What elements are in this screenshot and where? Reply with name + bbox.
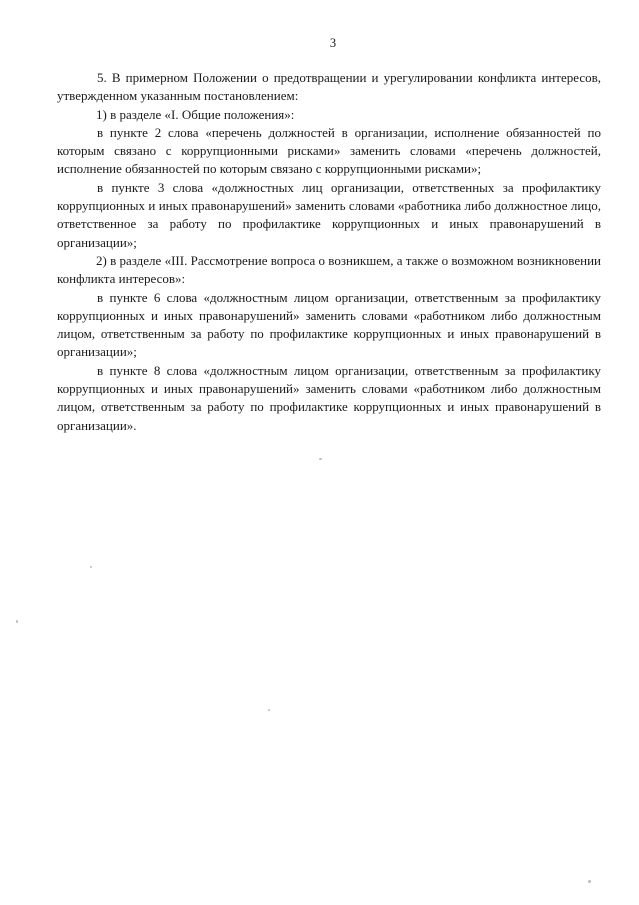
page-number: 3 — [329, 36, 337, 50]
paragraph-section-3-heading: 2) в разделе «III. Рассмотрение вопроса о возникшем, а также о возможном возникновении конфликта интересов»: — [57, 252, 601, 287]
paragraph-5-intro: 5. В примерном Положении о предотвращении и урегулировании конфликта интересов, утвержденном указанным постановлением: — [57, 70, 601, 104]
paragraph-section-1-heading: 1) в разделе «I. Общие положения»: — [96, 106, 295, 122]
paragraph-point-3: в пункте 3 слова «должностных лиц организации, ответственных за профилактику коррупционных и иных правонарушений» заменить словами «работника либо должностное лицо, ответственное за работу по профилактике коррупционных и иных правонарушений в организации»; — [57, 179, 601, 250]
scan-speck — [588, 880, 591, 883]
document-body — [57, 69, 601, 435]
paragraph-point-2: в пункте 2 слова «перечень должностей в организации, исполнение обязанностей по которым связано с коррупционными рисками» заменить словами «перечень должностей, исполнение обязанностей по которым связано с коррупционными рисками»; — [57, 124, 601, 177]
paragraph-point-6: в пункте 6 слова «должностным лицом организации, ответственным за профилактику коррупционных и иных правонарушений» заменить словами «работником либо должностным лицом, ответственным за работу по профилактике коррупционных и иных правонарушений в организации»; — [57, 289, 601, 360]
scan-speck — [90, 566, 92, 568]
scan-speck — [268, 709, 270, 711]
scan-speck — [319, 458, 322, 460]
scan-speck — [16, 620, 18, 623]
paragraph-point-8: в пункте 8 слова «должностным лицом организации, ответственным за профилактику коррупционных и иных правонарушений» заменить словами «работником либо должностным лицом, ответственным за работу по профилактике коррупционных и иных правонарушений в организации». — [57, 362, 601, 433]
